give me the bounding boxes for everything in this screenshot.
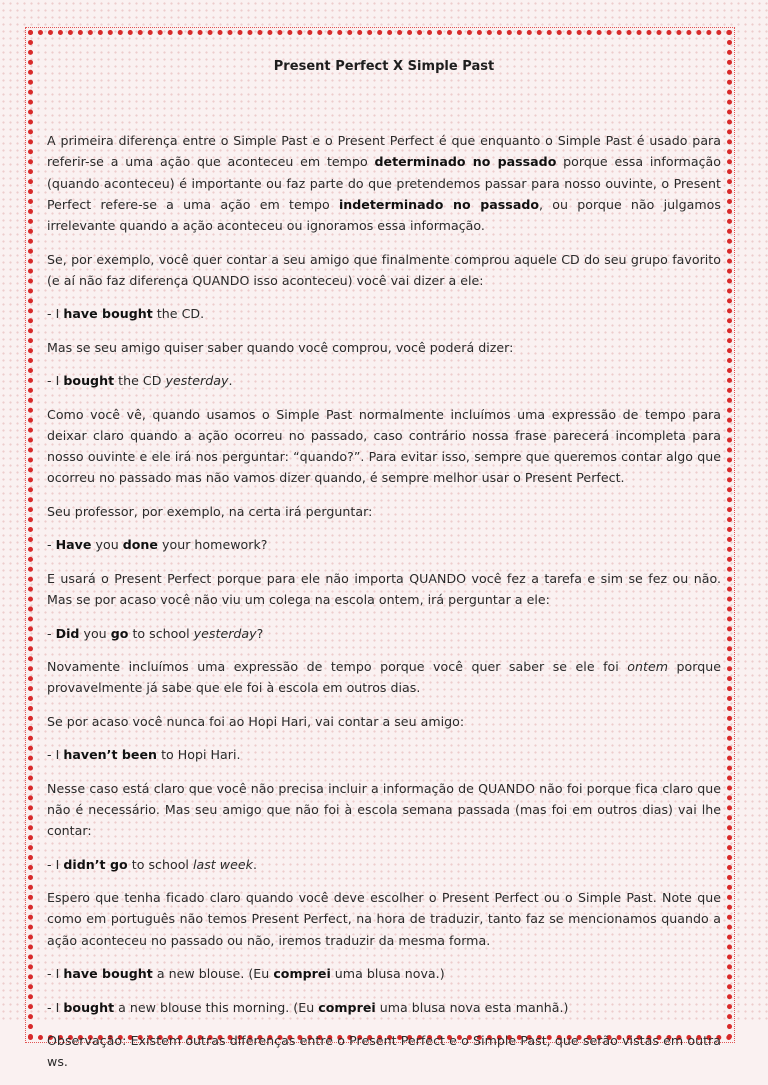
paragraph: Se por acaso você nunca foi ao Hopi Hari, vai contar a seu amigo: xyxy=(47,713,465,729)
paragraph: E usará o Present Perfect porque para ele não importa QUANDO você fez a tarefa e sim se fez ou não. Mas se por acaso você não viu um colega na escola ontem, irá perguntar a ele: xyxy=(47,570,721,608)
paragraph: Espero que tenha ficado claro quando você deve escolher o Present Perfect ou o Simple Past. Note que como em português não temos Present Perfect, na hora de traduzir, tanto faz se mencionamos quando a ação aconteceu no passado ou não, iremos traduzir da mesma forma. xyxy=(47,890,721,948)
text: . xyxy=(252,856,257,872)
example-sentence xyxy=(47,963,721,984)
text: a new blouse this morning. (Eu xyxy=(114,999,319,1015)
text: ? xyxy=(256,625,264,641)
text: you xyxy=(91,537,123,553)
bold-term: determinado no passado xyxy=(374,154,557,170)
text: - I xyxy=(47,856,64,872)
text: - I xyxy=(47,966,64,982)
text: Novamente incluímos uma expressão de tempo porque você quer saber se ele foi xyxy=(47,659,628,675)
text: uma blusa nova.) xyxy=(330,966,445,982)
text: A primeira diferença entre o Simple Past e o Present Perfect é que enquanto o Simple Past é usado para referir-se a uma ação que aconteceu em tempo xyxy=(47,133,721,170)
example-sentence xyxy=(47,370,721,391)
text: the CD xyxy=(114,373,166,389)
example-sentence xyxy=(47,534,721,555)
text: - I xyxy=(47,747,64,763)
italic-time-expression: last week xyxy=(192,856,253,872)
text: the CD. xyxy=(152,306,205,322)
paragraph-intro xyxy=(47,130,721,236)
paragraph: Mas se seu amigo quiser saber quando você comprou, você poderá dizer: xyxy=(47,339,514,355)
paragraph: Se, por exemplo, você quer contar a seu amigo que finalmente comprou aquele CD do seu grupo favorito (e aí não faz diferença QUANDO isso aconteceu) você vai dizer a ele: xyxy=(47,251,721,288)
bold-verb: bought xyxy=(63,999,115,1015)
bold-term: indeterminado no passado xyxy=(338,196,540,212)
text: - I xyxy=(47,373,64,389)
paragraph: Seu professor, por exemplo, na certa irá perguntar: xyxy=(47,503,373,519)
bold-verb: done xyxy=(122,537,158,553)
text: , ou porque não julgamos irrelevante quando a ação aconteceu ou ignoramos essa informação. xyxy=(47,196,721,234)
bold-verb: didn’t go xyxy=(63,856,128,872)
example-sentence xyxy=(47,997,721,1018)
text: - xyxy=(47,625,56,641)
text: a new blouse. (Eu xyxy=(152,966,274,982)
bold-verb: have bought xyxy=(63,966,153,982)
text: - I xyxy=(47,306,64,322)
bold-verb: bought xyxy=(63,373,115,389)
example-sentence xyxy=(47,854,721,875)
text: your homework? xyxy=(157,537,268,553)
text: uma blusa nova esta manhã.) xyxy=(375,999,569,1015)
text: to Hopi Hari. xyxy=(157,747,241,763)
italic-time-expression: yesterday xyxy=(193,625,257,641)
example-sentence xyxy=(47,623,721,644)
italic-word: ontem xyxy=(627,659,669,675)
example-sentence xyxy=(47,744,721,765)
text: to school xyxy=(127,856,193,872)
paragraph: Como você vê, quando usamos o Simple Past normalmente incluímos uma expressão de tempo para deixar claro quando a ação ocorreu no passado, caso contrário nossa frase parecerá incompleta para nosso ouvinte e ele irá nos perguntar: “quando?”. Para evitar isso, sempre que queremos contar algo que ocorreu no passado mas não vamos dizer quando, é sempre melhor usar o Present Perfect. xyxy=(47,406,721,486)
bold-verb: Did xyxy=(55,625,80,641)
bold-verb: Have xyxy=(55,537,92,553)
document-body xyxy=(47,56,721,1085)
page-title: Present Perfect X Simple Past xyxy=(273,59,495,74)
bold-verb: haven’t been xyxy=(63,747,158,763)
bold-verb: have bought xyxy=(63,306,153,322)
text: - I xyxy=(47,999,64,1015)
text: porque provavelmente já sabe que ele foi à escola em outros dias. xyxy=(47,659,721,696)
text: to school xyxy=(128,625,194,641)
example-sentence xyxy=(47,303,721,324)
bold-verb: comprei xyxy=(318,999,376,1015)
italic-time-expression: yesterday xyxy=(165,373,229,389)
bold-verb: comprei xyxy=(273,966,331,982)
text: . xyxy=(228,373,233,389)
text: porque essa informação (quando aconteceu) é importante ou faz parte do que pretendemos passar para nosso ouvinte, o Present Perfect refere-se a uma ação em tempo xyxy=(47,154,721,212)
paragraph: Nesse caso está claro que você não precisa incluir a informação de QUANDO não foi porque fica claro que não é necessário. Mas seu amigo que não foi à escola semana passada (mas foi em outros dias) vai lhe contar: xyxy=(47,780,721,839)
bold-verb: go xyxy=(110,625,129,641)
paragraph-note: Observação: Existem outras diferenças entre o Present Perfect e o Simple Past, que serão vistas em outra ws. xyxy=(47,1033,721,1070)
text: - xyxy=(47,537,56,553)
paragraph xyxy=(47,656,721,698)
text: you xyxy=(79,625,111,641)
